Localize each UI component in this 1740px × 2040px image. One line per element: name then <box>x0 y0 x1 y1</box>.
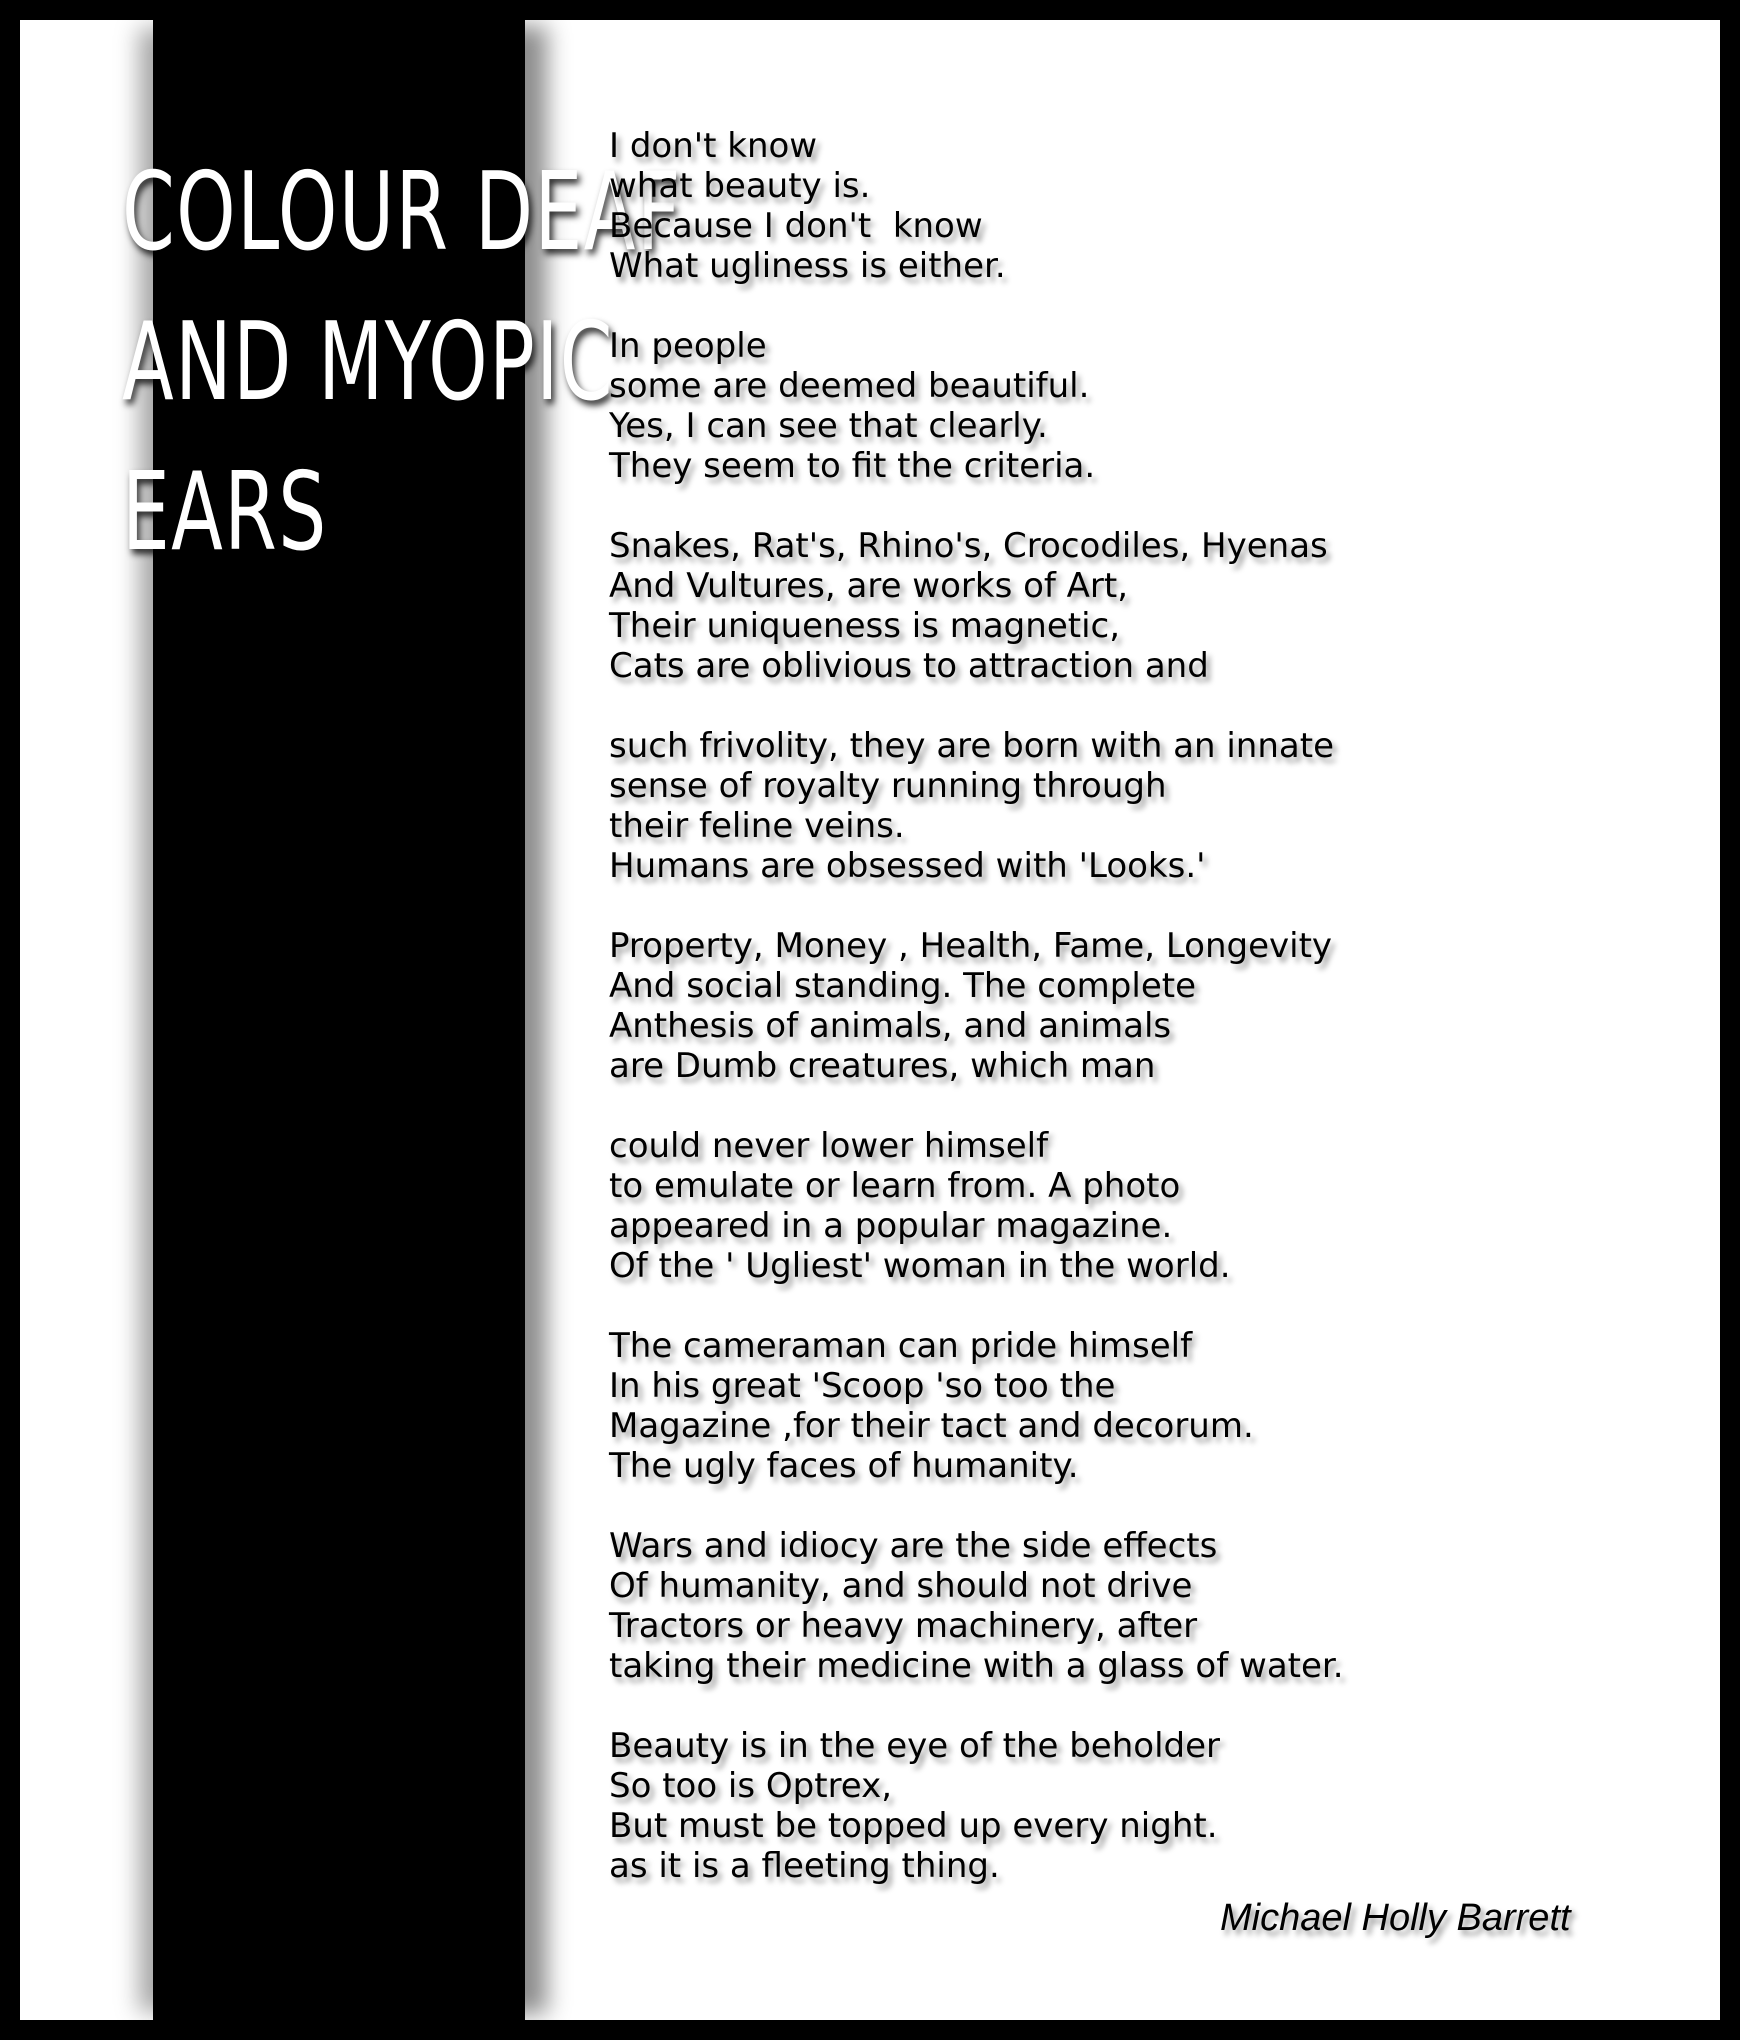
poem-line: Snakes, Rat's, Rhino's, Crocodiles, Hyenas <box>609 526 1328 566</box>
poem-title <box>122 138 682 588</box>
poem-line: In people <box>609 326 767 366</box>
poem-line: Because I don't know <box>609 206 983 246</box>
poem-line: The ugly faces of humanity. <box>609 1446 1079 1486</box>
stanza <box>609 526 1669 686</box>
poem-line: are Dumb creatures, which man <box>609 1046 1156 1086</box>
stanza <box>609 726 1669 886</box>
poem-line: And social standing. The complete <box>609 966 1196 1006</box>
stanza <box>609 1326 1669 1486</box>
poem-line: I don't know <box>609 126 818 166</box>
poem-line: Humans are obsessed with 'Looks.' <box>609 846 1206 886</box>
title-line: EARS <box>122 450 328 575</box>
poem-line: Beauty is in the eye of the beholder <box>609 1726 1220 1766</box>
poem-line: The cameraman can pride himself <box>609 1326 1193 1366</box>
poem-line: Tractors or heavy machinery, after <box>609 1606 1198 1646</box>
poem-line: sense of royalty running through <box>609 766 1167 806</box>
title-line: AND MYOPIC <box>122 300 614 425</box>
poem-line: Of the ' Ugliest' woman in the world. <box>609 1246 1231 1286</box>
poem-line: Property, Money , Health, Fame, Longevity <box>609 926 1333 966</box>
stanza <box>609 1526 1669 1686</box>
poem-line: Of humanity, and should not drive <box>609 1566 1193 1606</box>
poem-line: Magazine ,for their tact and decorum. <box>609 1406 1254 1446</box>
poem-line: Cats are oblivious to attraction and <box>609 646 1209 686</box>
poem-line: what beauty is. <box>609 166 871 206</box>
stanza <box>609 1126 1669 1286</box>
poem-line: And Vultures, are works of Art, <box>609 566 1129 606</box>
poem-line: could never lower himself <box>609 1126 1049 1166</box>
poem-line: taking their medicine with a glass of water. <box>609 1646 1344 1686</box>
poem-page <box>20 20 1720 2020</box>
stanza <box>609 926 1669 1086</box>
poem-line: But must be topped up every night. <box>609 1806 1218 1846</box>
poem-line: Anthesis of animals, and animals <box>609 1006 1172 1046</box>
poem-line: So too is Optrex, <box>609 1766 893 1806</box>
poem-line: their feline veins. <box>609 806 905 846</box>
stanza <box>609 326 1669 486</box>
poem-line: In his great 'Scoop 'so too the <box>609 1366 1116 1406</box>
poem-line: Wars and idiocy are the side effects <box>609 1526 1218 1566</box>
title-line: COLOUR DEAF <box>122 150 682 275</box>
poem-body <box>609 126 1669 1926</box>
stanza <box>609 1726 1669 1886</box>
poem-line: They seem to fit the criteria. <box>609 446 1096 486</box>
poem-line: Their uniqueness is magnetic, <box>609 606 1121 646</box>
poem-line: as it is a fleeting thing. <box>609 1846 1000 1886</box>
poem-line: to emulate or learn from. A photo <box>609 1166 1181 1206</box>
author-signature: Michael Holly Barrett <box>1220 1897 1571 1939</box>
poem-line: Yes, I can see that clearly. <box>609 406 1048 446</box>
poem-line: such frivolity, they are born with an innate <box>609 726 1334 766</box>
poem-line: appeared in a popular magazine. <box>609 1206 1173 1246</box>
poem-line: What ugliness is either. <box>609 246 1006 286</box>
stanza <box>609 126 1669 286</box>
poem-line: some are deemed beautiful. <box>609 366 1090 406</box>
